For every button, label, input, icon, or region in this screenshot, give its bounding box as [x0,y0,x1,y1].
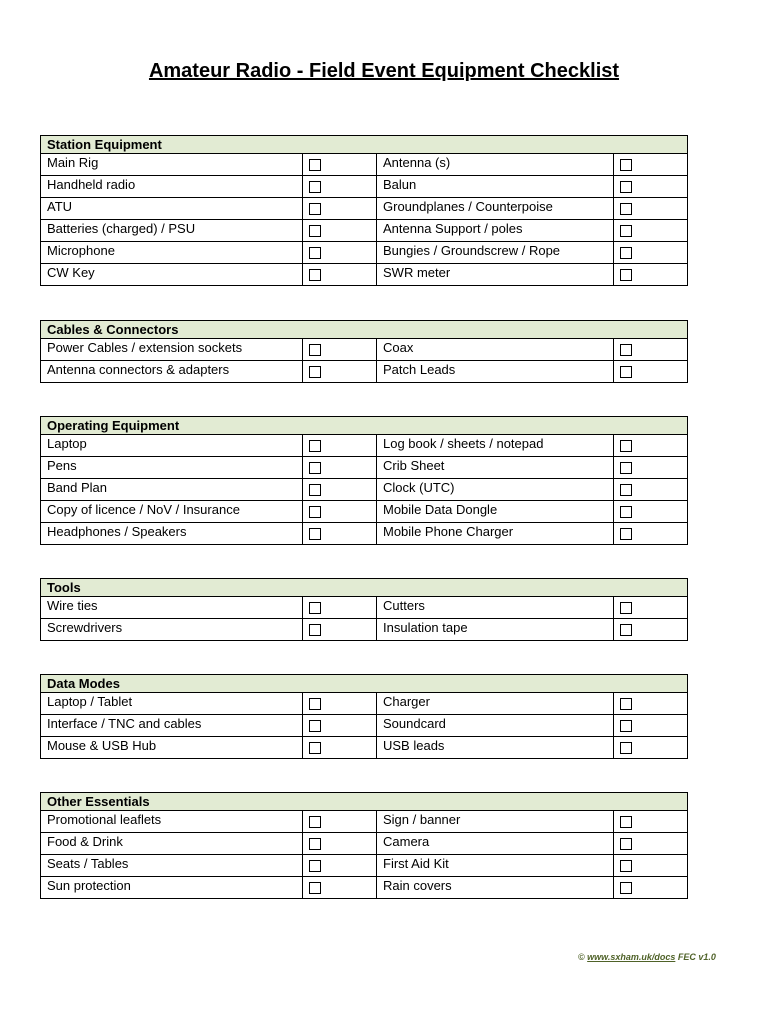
checkbox-cell [614,220,688,242]
checkbox-cell [303,242,377,264]
checkbox-cell [614,198,688,220]
checklist-table [40,135,688,286]
section-station-equipment [40,135,687,286]
section-heading: Data Modes [41,675,688,693]
section-heading: Tools [41,579,688,597]
checkbox-cell [303,176,377,198]
checkbox[interactable] [309,882,321,894]
checkbox[interactable] [309,860,321,872]
table-row [41,523,688,545]
item-label: Clock (UTC) [377,479,614,501]
checkbox-cell [303,619,377,641]
checkbox[interactable] [309,720,321,732]
checkbox[interactable] [620,838,632,850]
checkbox-cell [303,339,377,361]
checkbox-cell [614,523,688,545]
checkbox[interactable] [309,602,321,614]
checkbox-cell [303,833,377,855]
item-label: Antenna (s) [377,154,614,176]
checkbox[interactable] [309,366,321,378]
table-row [41,597,688,619]
table-row [41,619,688,641]
section-other-essentials [40,792,687,899]
checkbox[interactable] [309,528,321,540]
table-row [41,855,688,877]
item-label: Interface / TNC and cables [41,715,303,737]
item-label: Handheld radio [41,176,303,198]
checkbox[interactable] [309,816,321,828]
checkbox[interactable] [309,506,321,518]
checkbox[interactable] [309,742,321,754]
table-row [41,811,688,833]
checkbox[interactable] [620,344,632,356]
item-label: Crib Sheet [377,457,614,479]
section-heading: Cables & Connectors [41,321,688,339]
table-row [41,242,688,264]
table-row [41,457,688,479]
checkbox-cell [303,198,377,220]
checkbox-cell [303,597,377,619]
checkbox-cell [303,877,377,899]
table-row [41,220,688,242]
checkbox-cell [614,715,688,737]
checkbox-cell [614,501,688,523]
checkbox[interactable] [620,269,632,281]
item-label: Bungies / Groundscrew / Rope [377,242,614,264]
checkbox-cell [303,154,377,176]
item-label: Soundcard [377,715,614,737]
checkbox[interactable] [620,742,632,754]
table-row [41,479,688,501]
item-label: Patch Leads [377,361,614,383]
item-label: Antenna connectors & adapters [41,361,303,383]
checkbox[interactable] [620,602,632,614]
item-label: Groundplanes / Counterpoise [377,198,614,220]
checkbox[interactable] [620,720,632,732]
checkbox-cell [303,811,377,833]
checkbox[interactable] [309,462,321,474]
item-label: Laptop [41,435,303,457]
checklist-table [40,674,688,759]
table-row [41,737,688,759]
checkbox[interactable] [309,624,321,636]
checkbox[interactable] [309,247,321,259]
checkbox[interactable] [309,159,321,171]
checkbox-cell [303,523,377,545]
checklist-table [40,320,688,383]
table-row [41,693,688,715]
page-title: Amateur Radio - Field Event Equipment Checklist [148,60,620,82]
checkbox-cell [303,264,377,286]
checkbox-cell [614,176,688,198]
checkbox-cell [614,264,688,286]
item-label: CW Key [41,264,303,286]
item-label: Copy of licence / NoV / Insurance [41,501,303,523]
item-label: Mouse & USB Hub [41,737,303,759]
table-row [41,154,688,176]
section-heading: Station Equipment [41,136,688,154]
checkbox[interactable] [620,247,632,259]
checkbox-cell [303,220,377,242]
item-label: Food & Drink [41,833,303,855]
item-label: Log book / sheets / notepad [377,435,614,457]
checkbox-cell [303,479,377,501]
item-label: Antenna Support / poles [377,220,614,242]
checkbox-cell [614,833,688,855]
version-label: FEC v1.0 [677,952,716,962]
checkbox-cell [614,154,688,176]
checkbox-cell [614,855,688,877]
checkbox-cell [303,457,377,479]
footer [578,952,716,962]
checkbox-cell [303,693,377,715]
item-label: Band Plan [41,479,303,501]
checkbox[interactable] [309,484,321,496]
item-label: Insulation tape [377,619,614,641]
item-label: Charger [377,693,614,715]
checkbox-cell [614,811,688,833]
item-label: Mobile Data Dongle [377,501,614,523]
section-heading: Operating Equipment [41,417,688,435]
table-row [41,435,688,457]
table-row [41,339,688,361]
checkbox-cell [614,457,688,479]
table-row [41,833,688,855]
checklist-table [40,792,688,899]
checkbox-cell [614,877,688,899]
checkbox[interactable] [309,440,321,452]
checkbox-cell [303,855,377,877]
section-cables-connectors [40,320,687,383]
item-label: Sign / banner [377,811,614,833]
checkbox-cell [614,361,688,383]
checkbox[interactable] [620,462,632,474]
checkbox-cell [614,479,688,501]
checkbox[interactable] [620,181,632,193]
checkbox[interactable] [309,225,321,237]
section-heading: Other Essentials [41,793,688,811]
item-label: Seats / Tables [41,855,303,877]
checkbox-cell [303,435,377,457]
checkbox-cell [614,339,688,361]
table-row [41,715,688,737]
table-row [41,877,688,899]
table-row [41,198,688,220]
checkbox-cell [614,597,688,619]
item-label: Rain covers [377,877,614,899]
checklist-table [40,416,688,545]
item-label: Main Rig [41,154,303,176]
checkbox[interactable] [620,816,632,828]
item-label: Pens [41,457,303,479]
checkbox[interactable] [620,366,632,378]
item-label: USB leads [377,737,614,759]
section-data-modes [40,674,687,759]
item-label: Power Cables / extension sockets [41,339,303,361]
table-row [41,176,688,198]
checkbox-cell [303,715,377,737]
item-label: Microphone [41,242,303,264]
checkbox-cell [614,242,688,264]
item-label: Mobile Phone Charger [377,523,614,545]
checkbox[interactable] [620,440,632,452]
checkbox[interactable] [620,860,632,872]
checklist-table [40,578,688,641]
section-tools [40,578,687,641]
checkbox-cell [303,501,377,523]
item-label: Camera [377,833,614,855]
item-label: Cutters [377,597,614,619]
copyright-symbol: © [578,952,585,962]
table-row [41,264,688,286]
checkbox-cell [614,435,688,457]
checkbox[interactable] [620,225,632,237]
checkbox[interactable] [620,624,632,636]
checkbox-cell [303,361,377,383]
checkbox[interactable] [620,203,632,215]
checkbox-cell [614,619,688,641]
footer-link[interactable]: www.sxham.uk/docs [587,952,676,962]
checkbox[interactable] [309,181,321,193]
checkbox-cell [614,693,688,715]
item-label: Screwdrivers [41,619,303,641]
checkbox[interactable] [620,882,632,894]
item-label: Sun protection [41,877,303,899]
checkbox[interactable] [620,506,632,518]
item-label: Laptop / Tablet [41,693,303,715]
checkbox[interactable] [309,269,321,281]
checkbox[interactable] [620,484,632,496]
checkbox[interactable] [620,159,632,171]
item-label: First Aid Kit [377,855,614,877]
checkbox[interactable] [309,698,321,710]
checkbox-cell [614,737,688,759]
checkbox[interactable] [309,344,321,356]
checkbox[interactable] [620,528,632,540]
checkbox[interactable] [620,698,632,710]
item-label: Coax [377,339,614,361]
checkbox[interactable] [309,203,321,215]
item-label: Batteries (charged) / PSU [41,220,303,242]
item-label: SWR meter [377,264,614,286]
item-label: Balun [377,176,614,198]
checkbox[interactable] [309,838,321,850]
item-label: ATU [41,198,303,220]
checkbox-cell [303,737,377,759]
table-row [41,361,688,383]
item-label: Wire ties [41,597,303,619]
item-label: Promotional leaflets [41,811,303,833]
table-row [41,501,688,523]
item-label: Headphones / Speakers [41,523,303,545]
section-operating-equipment [40,416,687,545]
